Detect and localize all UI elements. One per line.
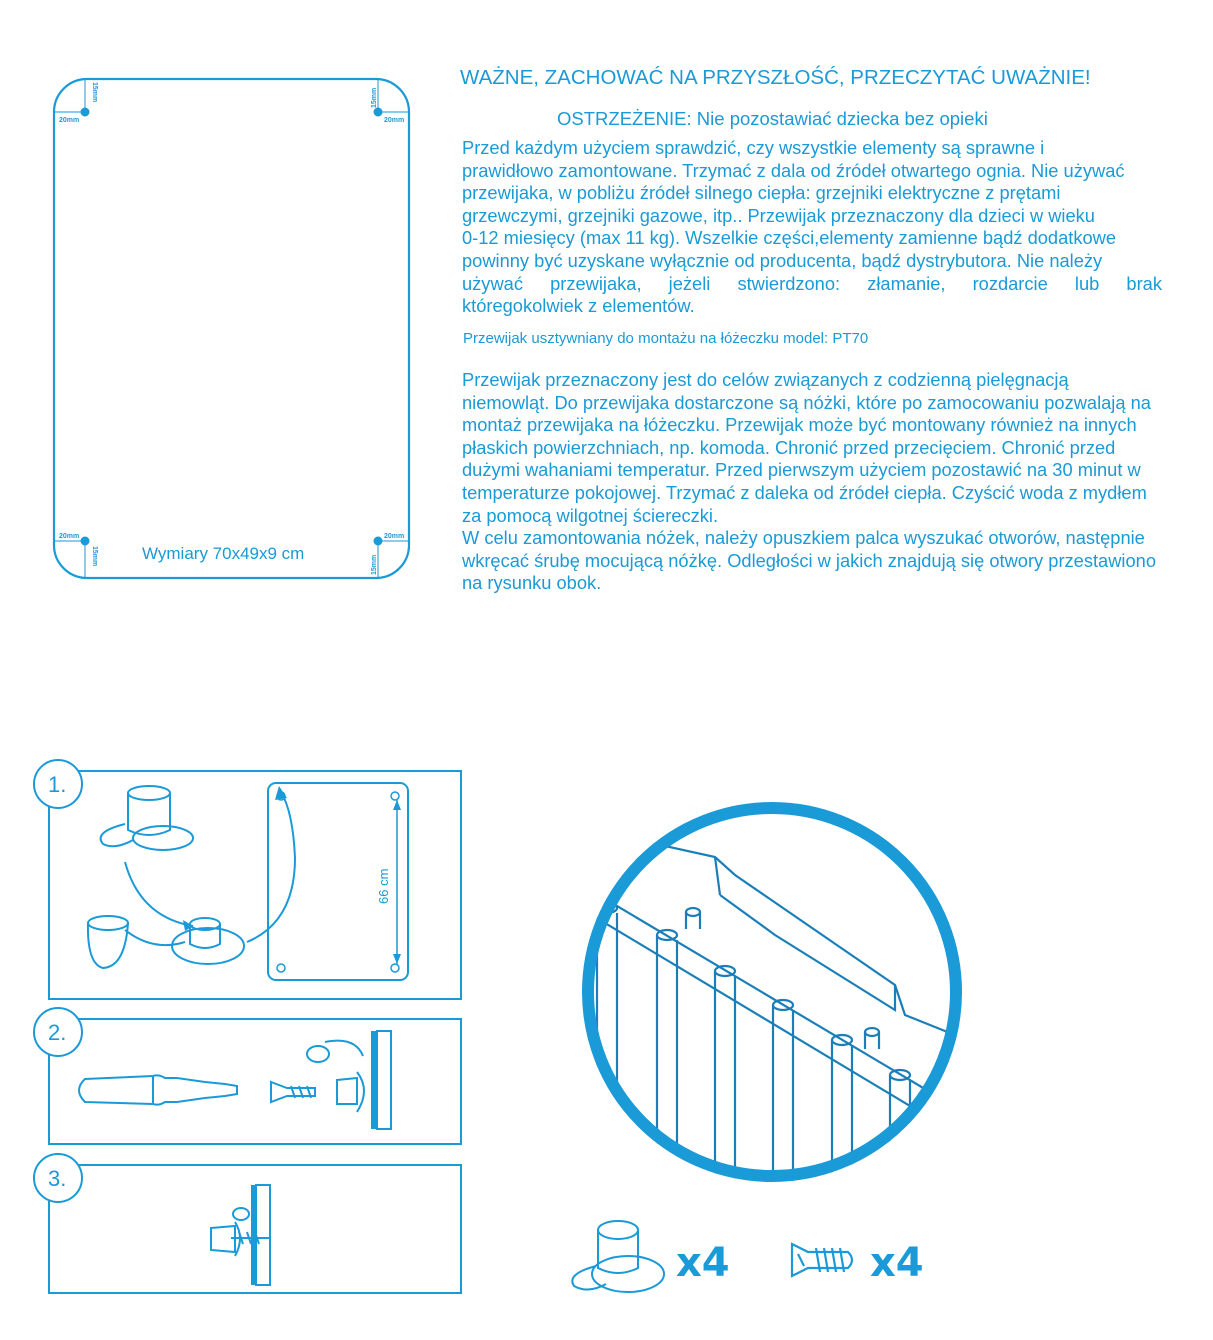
hole-icon [374,108,382,116]
text-line: za pomocą wilgotnej ściereczki. [462,504,719,526]
hole-icon [81,108,89,116]
assembled-foot-icon [211,1208,271,1256]
dim-label: 15mm [371,87,378,108]
model-line: Przewijak usztywniany do montażu na łóżeczku model: PT70 [463,330,869,347]
parts-list [560,1210,960,1300]
text-line: na rysunku obok. [462,572,602,594]
text-line: montaż przewijaka na łóżeczku. Przewijak może być montowany również na innych [462,414,1137,436]
feet-count: x4 [676,1240,730,1286]
arrow-icon [247,792,295,942]
text-line: 0-12 miesięcy (max 11 kg). Wszelkie części,elementy zamienne bądź dodatkowe [462,227,1117,249]
text-line: przewijaka, w pobliżu źródeł silnego ciepła: grzejniki elektryczne z prętami [462,182,1061,204]
step-3-panel [34,1154,461,1293]
step-number: 2. [48,1020,67,1045]
screw-icon [271,1082,315,1102]
step-1-panel [34,760,461,999]
corner-marker-bottom-right [374,537,409,578]
warning-line: OSTRZEŻENIE: Nie pozostawiać dziecka bez opieki [557,108,988,129]
dim-label: 20mm [59,533,80,540]
distance-label: 66 cm [376,868,391,904]
dim-label: 15mm [371,554,378,575]
crib-rail-illustration [575,835,970,1190]
board-dimension-diagram [40,70,425,590]
screw-icon [792,1244,852,1276]
text-line: dużymi wahaniami temperatur. Przed pierwszym użyciem pozostawić na 30 minut w [462,459,1141,481]
foot-icon [101,786,193,850]
hole-icon [374,537,382,545]
step-number: 1. [48,772,67,797]
text-line: któregokolwiek z elementów. [462,295,695,317]
dim-label: 15mm [91,546,98,567]
text-line: Przewijak przeznaczony jest do celów związanych z codzienną pielęgnacją [462,369,1069,390]
foot-icon [307,1041,364,1112]
corner-marker-top-left [54,79,89,116]
dim-label: 20mm [59,117,80,124]
text-line: temperaturze pokojowej. Trzymać z daleka od źródeł ciepła. Czyścić woda z mydłem [462,481,1147,503]
step-2-panel [34,1008,461,1144]
screwdriver-icon [79,1075,237,1104]
dimensions-label: Wymiary 70x49x9 cm [142,544,305,563]
crib-detail-view [575,795,970,1190]
text-line: Przed każdym użyciem sprawdzić, czy wszystkie elementy są sprawne i [462,137,1045,158]
foot-icon [88,916,244,968]
hole-icon [81,537,89,545]
step-number: 3. [48,1166,67,1191]
dim-label: 20mm [384,533,405,540]
text-line: niemowląt. Do przewijaka dostarczone są nóżki, które po zamocowaniu pozwalają na [462,391,1151,413]
text-line: W celu zamontowania nóżek, należy opuszkiem palca wyszukać otworów, następnie [462,527,1145,549]
foot-icon [572,1221,664,1292]
corner-marker-top-right [374,79,409,116]
arrow-icon [125,862,193,926]
safety-paragraph [462,137,1162,318]
dim-label: 15mm [91,82,98,103]
assembly-steps [25,752,470,1302]
text-line: używać przewijaka, jeżeli stwierdzono: złamanie, rozdarcie lub brak [462,272,1162,294]
text-line: grzewczymi, grzejniki gazowe, itp.. Przewijak przeznaczony dla dzieci w wieku [462,204,1095,226]
corner-marker-bottom-left [54,537,89,578]
text-line: powinny być uzyskane wyłącznie od producenta, bądź dystrybutora. Nie należy [462,249,1103,271]
board-outline [54,79,409,578]
text-line: wkręcać śrubę mocującą nóżkę. Odległości w jakich znajdują się otwory przestawiono [462,549,1156,571]
usage-paragraph [462,369,1156,595]
text-line: prawidłowo zamontowane. Trzymać z dala od źródeł otwartego ognia. Nie używać [462,159,1125,181]
screws-count: x4 [870,1240,924,1286]
dim-label: 20mm [384,117,405,124]
page-title: WAŻNE, ZACHOWAĆ NA PRZYSZŁOŚĆ, PRZECZYTAĆ UWAŻNIE! [460,66,1091,89]
text-line: płaskich powierzchniach, np. komoda. Chronić przed przecięciem. Chronić przed [462,436,1116,458]
